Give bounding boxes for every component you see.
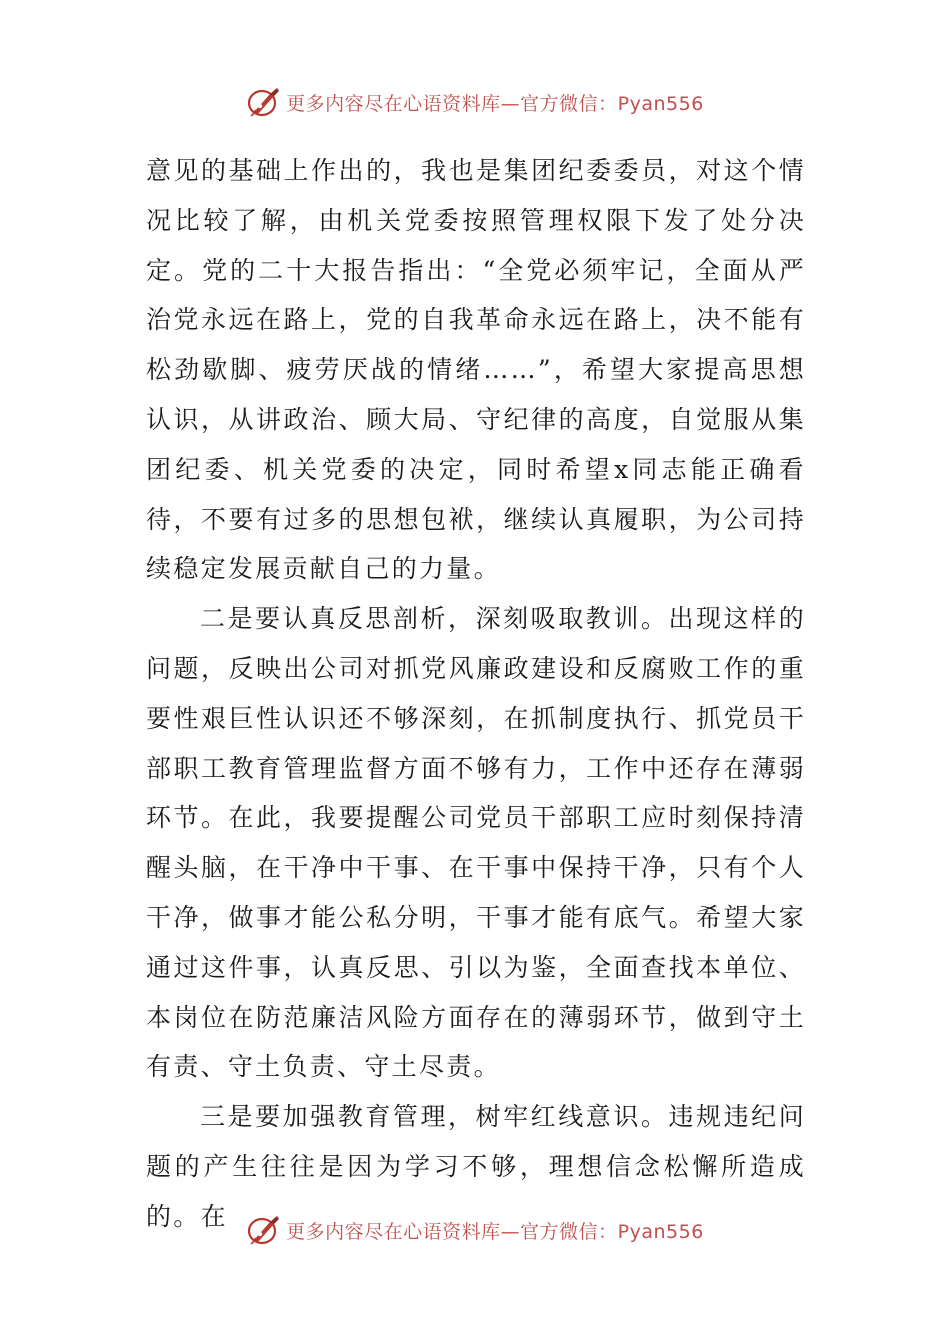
banner-text: 更多内容尽在心语资料库—官方微信：Pyan556	[286, 92, 704, 115]
paragraph-continued: 意见的基础上作出的，我也是集团纪委委员，对这个情况比较了解，由机关党委按照管理权限下发了处分决定。党的二十大报告指出：“全党必须牢记，全面从严治党永远在路上，党的自我革命永远在路上，决不能有松劲歇脚、疲劳厌战的情绪……”，希望大家提高思想认识，从讲政治、顾大局、守纪律的高度，自觉服从集团纪委、机关党委的决定，同时希望x同志能正确看待，不要有过多的思想包袱，继续认真履职，为公司持续稳定发展贡献自己的力量。	[146, 156, 806, 584]
banner-text: 更多内容尽在心语资料库—官方微信：Pyan556	[286, 1220, 704, 1243]
pen-nib-logo-icon	[246, 1212, 282, 1248]
pen-nib-logo-icon	[246, 84, 282, 120]
paragraph-point-three: 三是要加强教育管理，树牢红线意识。违规违纪问题的产生往往是因为学习不够，理想信念松懈所造成的。在	[146, 1102, 806, 1231]
footer-banner	[0, 1210, 950, 1250]
header-banner	[0, 82, 950, 122]
document-body	[146, 146, 806, 1242]
paragraph-point-two: 二是要认真反思剖析，深刻吸取教训。出现这样的问题，反映出公司对抓党风廉政建设和反腐败工作的重要性艰巨性认识还不够深刻，在抓制度执行、抓党员干部职工教育管理监督方面不够有力，工作中还存在薄弱环节。在此，我要提醒公司党员干部职工应时刻保持清醒头脑，在干净中干事、在干事中保持干净，只有个人干净，做事才能公私分明，干事才能有底气。希望大家通过这件事，认真反思、引以为鉴，全面查找本单位、本岗位在防范廉洁风险方面存在的薄弱环节，做到守土有责、守土负责、守土尽责。	[146, 604, 806, 1082]
